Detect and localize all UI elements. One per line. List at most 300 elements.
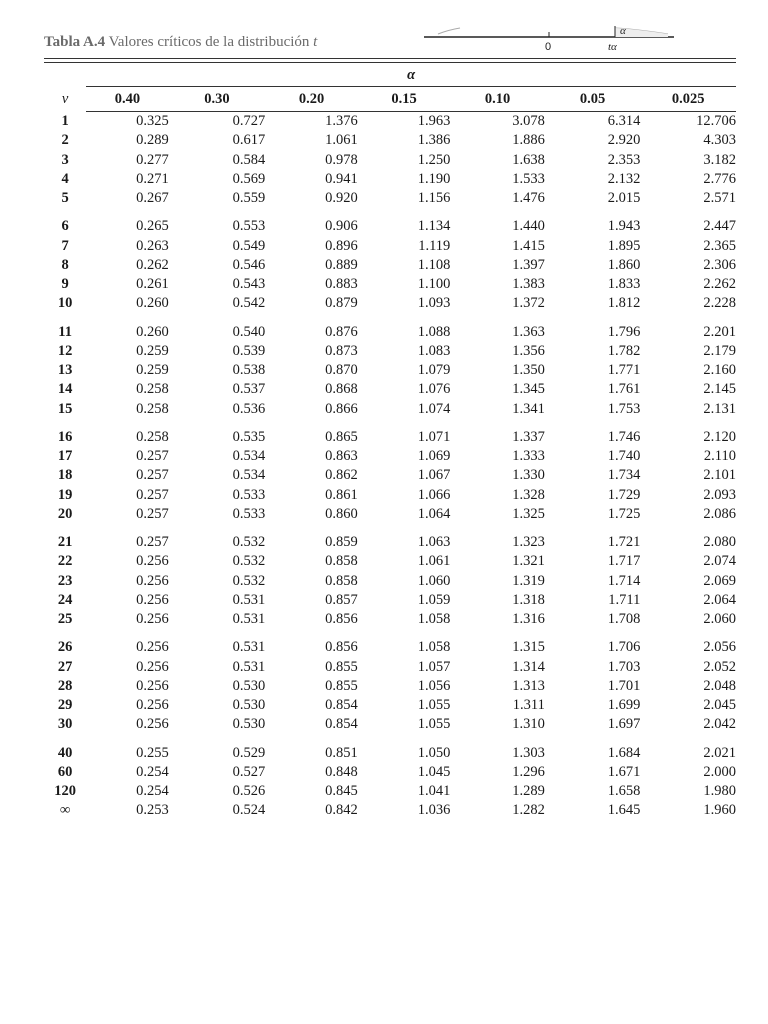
table-row [44,151,736,170]
nu-cell: 20 [57,505,73,522]
value-cell: 0.256 [136,677,169,694]
value-cell: 3.078 [512,113,545,130]
value-cell: 1.055 [417,716,451,733]
column-header-row [44,87,736,112]
value-cell: 1.289 [512,783,545,800]
value-cell: 1.083 [417,342,451,359]
value-cell: 1.397 [512,256,545,273]
value-cell: 1.699 [607,697,641,714]
value-cell: 0.978 [325,151,358,168]
value-cell: 1.066 [417,486,451,503]
value-cell: 0.257 [136,534,169,551]
value-cell: 0.855 [325,677,358,694]
value-cell: 0.258 [136,400,169,417]
value-cell: 1.058 [417,611,451,628]
value-cell: 2.145 [703,381,736,398]
value-cell: 0.559 [232,190,266,207]
value-cell: 1.729 [607,486,641,503]
value-cell: 0.536 [232,400,266,417]
value-cell: 0.256 [136,611,169,628]
nu-cell: 4 [61,170,69,187]
value-cell: 0.527 [232,763,266,780]
nu-cell: 120 [54,783,76,800]
value-cell: 0.873 [325,342,358,359]
value-cell: 1.658 [607,783,641,800]
nu-cell: 29 [57,697,73,714]
value-cell: 1.036 [417,802,451,819]
value-cell: 0.531 [232,611,266,628]
value-cell: 1.315 [512,639,545,656]
value-cell: 2.101 [703,467,736,484]
value-cell: 1.701 [607,677,641,694]
value-cell: 1.056 [417,677,451,694]
table-caption: Valores críticos de la distribución [105,34,314,50]
value-cell: 0.876 [325,323,358,340]
table-row [44,170,736,189]
value-cell: 0.253 [136,802,169,819]
value-cell: 2.228 [703,295,736,312]
table-row [44,189,736,208]
table-row [44,801,736,820]
value-cell: 0.257 [136,467,169,484]
table-row [44,552,736,571]
value-cell: 1.761 [607,381,641,398]
value-cell: 0.257 [136,486,169,503]
value-cell: 0.531 [232,658,266,675]
value-cell: 2.160 [703,362,736,379]
value-cell: 1.067 [417,467,451,484]
value-cell: 0.941 [325,170,358,187]
value-cell: 1.372 [512,295,545,312]
value-cell: 1.533 [512,170,545,187]
value-cell: 1.156 [417,190,451,207]
value-cell: 1.061 [325,132,358,149]
table-row [44,400,736,419]
value-cell: 3.182 [703,151,736,168]
value-cell: 1.045 [417,763,451,780]
table-row [44,763,736,782]
table-body [44,112,736,821]
top-rule [44,58,736,59]
nu-cell: 1 [61,112,69,129]
value-cell: 0.851 [325,744,358,761]
value-cell: 0.538 [232,362,266,379]
value-cell: 1.333 [512,448,545,465]
value-cell: 0.271 [136,170,169,187]
value-cell: 1.886 [512,132,545,149]
caption-variable: t [313,34,318,50]
value-cell: 1.328 [512,486,545,503]
table-label: Tabla A.4 [44,34,106,50]
value-cell: 1.980 [703,783,736,800]
value-cell: 1.753 [607,400,641,417]
nu-cell: 21 [57,534,73,551]
value-cell: 0.883 [325,276,358,293]
value-cell: 0.258 [136,381,169,398]
value-cell: 0.896 [325,237,358,254]
value-cell: 0.256 [136,572,169,589]
value-cell: 1.345 [512,381,545,398]
table-row [44,380,736,399]
value-cell: 1.376 [325,113,358,130]
value-cell: 0.542 [232,295,266,312]
value-cell: 0.584 [232,151,266,168]
t-distribution-figure [420,18,680,54]
nu-cell: 8 [61,256,69,273]
value-cell: 0.856 [325,611,358,628]
table-row [44,131,736,150]
value-cell: 0.842 [325,802,358,819]
value-cell: 0.262 [136,256,169,273]
nu-cell: 23 [57,572,73,589]
value-cell: 0.259 [136,342,169,359]
value-cell: 0.532 [232,553,266,570]
nu-cell: 22 [57,553,73,570]
value-cell: 1.134 [417,218,451,235]
value-cell: 1.323 [512,534,545,551]
value-cell: 0.854 [325,697,358,714]
value-cell: 1.386 [417,132,451,149]
value-cell: 0.537 [232,381,266,398]
value-cell: 1.055 [417,697,451,714]
value-cell: 1.093 [417,295,451,312]
table-row [44,342,736,361]
value-cell: 1.321 [512,553,545,570]
value-cell: 0.848 [325,763,358,780]
table-row [44,505,736,524]
value-cell: 0.727 [232,113,266,130]
value-cell: 0.845 [325,783,358,800]
value-cell: 0.862 [325,467,358,484]
value-cell: 0.535 [232,428,266,445]
value-cell: 2.064 [703,591,736,608]
figure-t-label: tα [608,41,617,53]
figure-zero-label: 0 [545,41,552,53]
value-cell: 2.132 [607,170,641,187]
nu-cell: 11 [58,323,72,340]
value-cell: 2.120 [703,428,736,445]
nu-cell: 17 [57,448,73,465]
value-cell: 0.257 [136,505,169,522]
value-cell: 0.868 [325,381,358,398]
value-cell: 0.259 [136,362,169,379]
value-cell: 2.353 [607,151,641,168]
value-cell: 1.064 [417,505,451,522]
value-cell: 2.306 [703,256,736,273]
value-cell: 1.717 [607,553,641,570]
column-header: 0.30 [169,87,266,112]
value-cell: 0.546 [232,256,266,273]
value-cell: 1.063 [417,534,451,551]
value-cell: 1.330 [512,467,545,484]
value-cell: 0.256 [136,591,169,608]
value-cell: 1.069 [417,448,451,465]
value-cell: 2.060 [703,611,736,628]
value-cell: 0.539 [232,342,266,359]
nu-cell: 28 [57,677,73,694]
value-cell: 1.350 [512,362,545,379]
value-cell: 0.255 [136,744,169,761]
value-cell: 1.415 [512,237,545,254]
value-cell: 1.341 [512,400,545,417]
figure-alpha-label: α [620,25,626,37]
nu-cell: 40 [57,744,73,761]
value-cell: 0.531 [232,639,266,656]
nu-cell: 6 [61,218,69,235]
value-cell: 1.711 [608,591,641,608]
table-row [44,591,736,610]
value-cell: 2.045 [703,697,736,714]
table-row [44,294,736,313]
nu-cell: 30 [57,716,73,733]
value-cell: 0.543 [232,276,266,293]
table-row [44,447,736,466]
value-cell: 0.920 [325,190,358,207]
value-cell: 2.000 [703,763,736,780]
value-cell: 0.260 [136,295,169,312]
value-cell: 2.365 [703,237,736,254]
value-cell: 2.447 [703,218,736,235]
value-cell: 1.706 [607,639,641,656]
value-cell: 1.708 [607,611,641,628]
column-header: 0.05 [545,87,641,112]
value-cell: 1.697 [607,716,641,733]
value-cell: 0.260 [136,323,169,340]
value-cell: 1.960 [703,802,736,819]
value-cell: 2.110 [703,448,736,465]
value-cell: 1.314 [512,658,545,675]
left-tail-curve [438,28,460,34]
value-cell: 1.076 [417,381,451,398]
value-cell: 0.569 [232,170,266,187]
nu-cell: 12 [57,342,73,359]
value-cell: 2.021 [703,744,736,761]
nu-header: v [61,90,69,107]
value-cell: 0.534 [232,448,266,465]
value-cell: 1.088 [417,323,451,340]
value-cell: 0.325 [136,113,169,130]
value-cell: 1.476 [512,190,545,207]
column-header: 0.15 [358,87,451,112]
nu-cell: 27 [57,658,73,675]
value-cell: 2.080 [703,534,736,551]
value-cell: 0.854 [325,716,358,733]
value-cell: 0.866 [325,400,358,417]
value-cell: 0.289 [136,132,169,149]
value-cell: 0.257 [136,448,169,465]
value-cell: 0.865 [325,428,358,445]
value-cell: 1.746 [607,428,641,445]
value-cell: 0.540 [232,323,266,340]
value-cell: 0.856 [325,639,358,656]
value-cell: 1.190 [417,170,451,187]
value-cell: 1.059 [417,591,451,608]
table-row [44,677,736,696]
value-cell: 1.725 [607,505,641,522]
value-cell: 1.074 [417,400,451,417]
value-cell: 2.131 [703,400,736,417]
value-cell: 1.060 [417,572,451,589]
nu-cell: 60 [57,763,73,780]
value-cell: 2.179 [703,342,736,359]
nu-cell: 16 [57,428,73,445]
value-cell: 0.256 [136,658,169,675]
value-cell: 1.296 [512,763,545,780]
value-cell: 0.857 [325,591,358,608]
nu-cell: 14 [57,381,73,398]
value-cell: 1.310 [512,716,545,733]
nu-cell: 2 [61,132,69,149]
value-cell: 0.256 [136,553,169,570]
value-cell: 1.782 [607,342,641,359]
column-header: 0.40 [86,87,168,112]
alpha-header-row [44,64,736,87]
value-cell: 2.015 [607,190,641,207]
table-row [44,112,736,132]
value-cell: 0.254 [136,783,169,800]
nu-cell: 25 [57,611,73,628]
value-cell: 0.256 [136,716,169,733]
value-cell: 0.855 [325,658,358,675]
table-row [44,466,736,485]
value-cell: 0.261 [136,276,169,293]
nu-cell: 18 [57,467,73,484]
value-cell: 0.549 [232,237,266,254]
table-row [44,696,736,715]
value-cell: 1.050 [417,744,451,761]
value-cell: 0.534 [232,467,266,484]
value-cell: 1.638 [512,151,545,168]
value-cell: 2.086 [703,505,736,522]
value-cell: 4.303 [703,132,736,149]
critical-values-table [44,64,736,821]
table-row [44,629,736,657]
value-cell: 1.684 [607,744,641,761]
value-cell: 1.057 [417,658,451,675]
table-row [44,256,736,275]
value-cell: 0.532 [232,572,266,589]
value-cell: 0.879 [325,295,358,312]
column-header: 0.025 [640,87,736,112]
nu-cell: ∞ [59,802,71,819]
table-row [44,735,736,763]
nu-cell: 26 [57,639,73,656]
value-cell: 0.858 [325,553,358,570]
value-cell: 0.531 [232,591,266,608]
table-row [44,658,736,677]
value-cell: 1.740 [607,448,641,465]
value-cell: 0.533 [232,505,266,522]
value-cell: 0.906 [325,218,358,235]
nu-cell: 15 [57,400,73,417]
value-cell: 2.201 [703,323,736,340]
value-cell: 1.282 [512,802,545,819]
value-cell: 0.530 [232,697,266,714]
value-cell: 1.041 [417,783,451,800]
value-cell: 2.093 [703,486,736,503]
value-cell: 1.734 [607,467,641,484]
value-cell: 0.530 [232,677,266,694]
value-cell: 2.776 [703,170,736,187]
value-cell: 0.553 [232,218,266,235]
table-row [44,486,736,505]
value-cell: 0.277 [136,151,169,168]
value-cell: 0.265 [136,218,169,235]
value-cell: 0.617 [232,132,266,149]
value-cell: 1.100 [417,276,451,293]
value-cell: 0.263 [136,237,169,254]
nu-cell: 3 [61,151,69,168]
value-cell: 0.861 [325,486,358,503]
value-cell: 1.363 [512,323,545,340]
value-cell: 1.316 [512,611,545,628]
table-row [44,208,736,236]
value-cell: 1.671 [607,763,641,780]
value-cell: 1.071 [417,428,451,445]
table-row [44,314,736,342]
table-row [44,572,736,591]
table-row [44,524,736,552]
value-cell: 0.258 [136,428,169,445]
value-cell: 1.833 [607,276,641,293]
value-cell: 2.571 [703,190,736,207]
nu-cell: 9 [61,276,69,293]
value-cell: 0.859 [325,534,358,551]
value-cell: 1.963 [417,113,451,130]
value-cell: 0.530 [232,716,266,733]
value-cell: 0.858 [325,572,358,589]
value-cell: 1.383 [512,276,545,293]
value-cell: 0.256 [136,639,169,656]
value-cell: 1.250 [417,151,451,168]
column-header: 0.20 [265,87,358,112]
value-cell: 0.860 [325,505,358,522]
value-cell: 1.356 [512,342,545,359]
value-cell: 2.056 [703,639,736,656]
nu-cell: 13 [57,362,73,379]
value-cell: 0.533 [232,486,266,503]
nu-cell: 19 [57,486,73,503]
table-row [44,715,736,734]
alpha-header: α [407,66,416,83]
table-row [44,782,736,801]
value-cell: 6.314 [607,113,641,130]
value-cell: 0.870 [325,362,358,379]
nu-cell: 5 [61,190,69,207]
value-cell: 1.721 [607,534,641,551]
column-header: 0.10 [450,87,545,112]
value-cell: 1.812 [607,295,641,312]
table-row [44,275,736,294]
value-cell: 1.860 [607,256,641,273]
value-cell: 1.319 [512,572,545,589]
value-cell: 1.440 [512,218,545,235]
nu-cell: 24 [57,591,73,608]
value-cell: 1.119 [418,237,451,254]
value-cell: 0.532 [232,534,266,551]
value-cell: 1.895 [607,237,641,254]
value-cell: 1.058 [417,639,451,656]
value-cell: 2.052 [703,658,736,675]
value-cell: 1.311 [512,697,545,714]
value-cell: 0.529 [232,744,266,761]
table-row [44,361,736,380]
top-rule-second [44,62,736,63]
value-cell: 12.706 [696,113,736,130]
value-cell: 1.943 [607,218,641,235]
table-row [44,610,736,629]
value-cell: 1.079 [417,362,451,379]
